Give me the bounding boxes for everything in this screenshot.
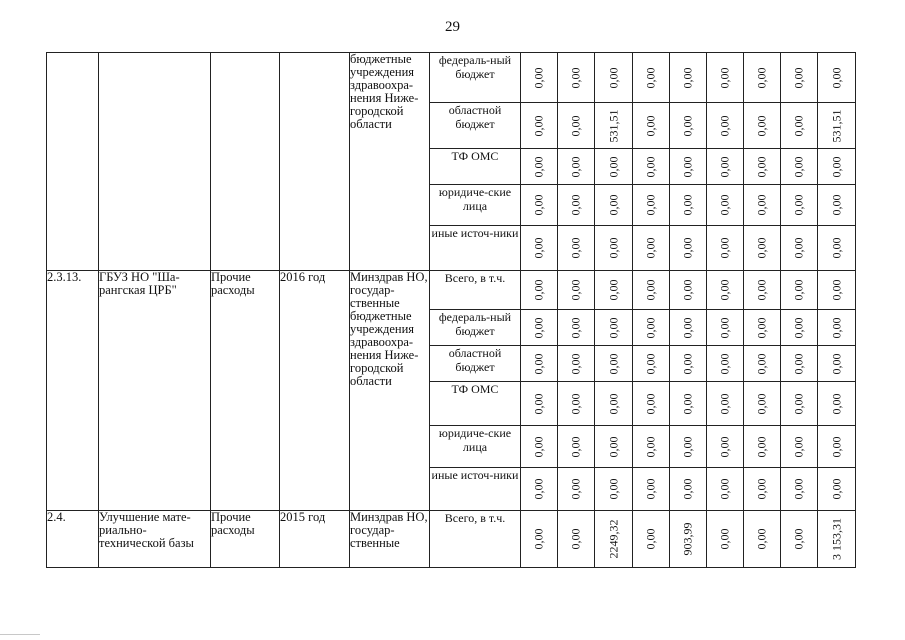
page-number: 29 xyxy=(445,19,460,35)
value-text: 0,00 xyxy=(643,528,658,550)
value-cell xyxy=(707,382,744,426)
value-cell xyxy=(558,382,595,426)
value-cell xyxy=(744,185,781,226)
executor: Минздрав НО, государ-ственные бюджетные учреждения здравоохра-нения Ниже-городской области xyxy=(350,271,430,511)
value-text: 0,00 xyxy=(791,436,806,457)
value-text: 0,00 xyxy=(829,436,843,457)
value-text: 0,00 xyxy=(754,279,769,301)
value-cell xyxy=(595,226,633,271)
value-text: 531,51 xyxy=(606,109,620,142)
value-cell xyxy=(781,382,818,426)
expense-type: Прочие расходы xyxy=(211,511,280,568)
value-cell xyxy=(521,382,558,426)
value-cell xyxy=(707,226,744,271)
value-cell xyxy=(633,185,670,226)
value-text: 0,00 xyxy=(829,237,843,259)
value-cell xyxy=(707,185,744,226)
value-text: 0,00 xyxy=(754,237,769,259)
value-text: 0,00 xyxy=(531,156,546,177)
value-cell xyxy=(633,103,670,149)
funding-source: областной бюджет xyxy=(430,103,521,149)
executor: Минздрав НО, государ-ственные xyxy=(350,511,430,568)
value-cell xyxy=(781,103,818,149)
value-cell xyxy=(744,271,781,310)
value-cell xyxy=(595,103,633,149)
scan-artifact-line xyxy=(0,634,40,635)
value-cell xyxy=(558,468,595,511)
value-cell xyxy=(633,226,670,271)
value-cell xyxy=(707,149,744,185)
value-cell xyxy=(707,271,744,310)
value-text: 0,00 xyxy=(643,279,658,301)
value-text: 0,00 xyxy=(531,353,546,374)
value-text: 0,00 xyxy=(643,393,658,414)
value-cell xyxy=(744,468,781,511)
value-cell xyxy=(558,53,595,103)
value-cell xyxy=(707,53,744,103)
value-cell xyxy=(781,149,818,185)
value-text: 0,00 xyxy=(829,194,843,216)
value-cell xyxy=(818,468,856,511)
value-cell xyxy=(670,103,707,149)
value-cell xyxy=(558,103,595,149)
value-cell xyxy=(670,149,707,185)
value-text: 0,00 xyxy=(717,194,732,216)
value-text: 0,00 xyxy=(568,279,583,301)
value-cell xyxy=(670,271,707,310)
value-text: 0,00 xyxy=(568,478,583,500)
value-cell xyxy=(633,310,670,346)
value-text: 0,00 xyxy=(717,353,732,374)
value-cell xyxy=(558,226,595,271)
value-text: 0,00 xyxy=(643,67,658,88)
value-text: 0,00 xyxy=(531,115,546,136)
value-text: 0,00 xyxy=(717,393,732,414)
value-cell xyxy=(818,226,856,271)
value-text: 0,00 xyxy=(680,478,695,500)
value-cell xyxy=(595,511,633,568)
value-cell xyxy=(818,426,856,468)
funding-source: ТФ ОМС xyxy=(430,382,521,426)
value-text: 0,00 xyxy=(791,317,806,338)
value-cell xyxy=(744,310,781,346)
value-cell xyxy=(707,468,744,511)
value-text: 0,00 xyxy=(680,194,695,216)
value-cell xyxy=(818,53,856,103)
value-cell xyxy=(633,468,670,511)
value-text: 0,00 xyxy=(568,353,583,374)
value-cell xyxy=(818,382,856,426)
value-cell xyxy=(558,185,595,226)
value-cell xyxy=(818,271,856,310)
value-text: 0,00 xyxy=(606,478,620,500)
value-cell xyxy=(670,226,707,271)
value-cell xyxy=(670,511,707,568)
value-text: 0,00 xyxy=(680,317,695,338)
item-name: Улучшение мате-риально-технической базы xyxy=(99,511,211,568)
value-cell xyxy=(558,346,595,382)
value-text: 0,00 xyxy=(606,156,620,177)
value-text: 0,00 xyxy=(643,353,658,374)
item-name: ГБУЗ НО "Ша-рангская ЦРБ" xyxy=(99,271,211,511)
value-text: 0,00 xyxy=(829,156,843,177)
funding-source: федераль-ный бюджет xyxy=(430,310,521,346)
value-text: 0,00 xyxy=(680,279,695,301)
value-text: 0,00 xyxy=(568,393,583,414)
value-text: 0,00 xyxy=(791,528,806,550)
value-text: 0,00 xyxy=(717,115,732,136)
value-text: 0,00 xyxy=(531,194,546,216)
value-text: 0,00 xyxy=(717,279,732,301)
value-cell xyxy=(521,346,558,382)
value-text: 0,00 xyxy=(568,194,583,216)
value-text: 0,00 xyxy=(829,317,843,338)
value-text: 0,00 xyxy=(829,353,843,374)
value-cell xyxy=(781,226,818,271)
value-cell xyxy=(781,185,818,226)
value-text: 0,00 xyxy=(531,237,546,259)
value-text: 0,00 xyxy=(717,67,732,88)
value-cell xyxy=(595,53,633,103)
funding-source: Всего, в т.ч. xyxy=(430,511,521,568)
value-text: 0,00 xyxy=(791,194,806,216)
value-text: 0,00 xyxy=(531,279,546,301)
value-text: 0,00 xyxy=(791,156,806,177)
value-text: 0,00 xyxy=(680,115,695,136)
value-text: 0,00 xyxy=(829,393,843,414)
value-text: 0,00 xyxy=(829,478,843,500)
value-text: 0,00 xyxy=(680,237,695,259)
value-text: 531,51 xyxy=(829,109,843,142)
value-cell xyxy=(633,149,670,185)
value-text: 0,00 xyxy=(717,156,732,177)
item-name xyxy=(99,53,211,271)
value-text: 0,00 xyxy=(568,237,583,259)
value-cell xyxy=(633,346,670,382)
funding-source: юридиче-ские лица xyxy=(430,185,521,226)
year xyxy=(280,53,350,271)
value-cell xyxy=(670,382,707,426)
funding-source: федераль-ный бюджет xyxy=(430,53,521,103)
value-text: 0,00 xyxy=(754,194,769,216)
funding-source: иные источ-ники xyxy=(430,468,521,511)
value-cell xyxy=(670,468,707,511)
value-text: 903,99 xyxy=(680,522,695,556)
value-cell xyxy=(781,346,818,382)
value-cell xyxy=(818,149,856,185)
value-text: 2249,32 xyxy=(606,519,620,559)
value-cell xyxy=(633,53,670,103)
value-cell xyxy=(595,310,633,346)
value-cell xyxy=(781,271,818,310)
value-text: 0,00 xyxy=(754,528,769,550)
value-cell xyxy=(595,468,633,511)
value-cell xyxy=(558,310,595,346)
value-cell xyxy=(781,53,818,103)
value-cell xyxy=(521,426,558,468)
value-cell xyxy=(595,382,633,426)
value-text: 0,00 xyxy=(643,237,658,259)
value-text: 0,00 xyxy=(643,115,658,136)
value-cell xyxy=(521,53,558,103)
value-cell xyxy=(521,149,558,185)
value-cell xyxy=(818,346,856,382)
value-text: 0,00 xyxy=(717,237,732,259)
value-cell xyxy=(818,511,856,568)
year: 2015 год xyxy=(280,511,350,568)
value-cell xyxy=(744,346,781,382)
value-text: 0,00 xyxy=(531,478,546,500)
value-text: 0,00 xyxy=(606,317,620,338)
table-row xyxy=(47,271,856,310)
value-text: 0,00 xyxy=(717,478,732,500)
value-cell xyxy=(595,271,633,310)
funding-source: областной бюджет xyxy=(430,346,521,382)
value-cell xyxy=(707,103,744,149)
value-text: 0,00 xyxy=(531,436,546,457)
value-cell xyxy=(670,426,707,468)
funding-source: юридиче-ские лица xyxy=(430,426,521,468)
value-text: 0,00 xyxy=(791,478,806,500)
value-cell xyxy=(781,310,818,346)
value-cell xyxy=(558,511,595,568)
funding-source: ТФ ОМС xyxy=(430,149,521,185)
value-text: 0,00 xyxy=(791,115,806,136)
value-text: 0,00 xyxy=(791,237,806,259)
value-text: 0,00 xyxy=(643,194,658,216)
value-cell xyxy=(707,310,744,346)
executor: бюджетные учреждения здравоохра-нения Ниже-городской области xyxy=(350,53,430,271)
value-text: 0,00 xyxy=(531,67,546,88)
value-cell xyxy=(670,346,707,382)
value-cell xyxy=(595,426,633,468)
value-cell xyxy=(670,185,707,226)
value-cell xyxy=(744,382,781,426)
item-number: 2.4. xyxy=(47,511,99,568)
year: 2016 год xyxy=(280,271,350,511)
value-text: 0,00 xyxy=(568,156,583,177)
value-text: 0,00 xyxy=(606,237,620,259)
value-text: 0,00 xyxy=(791,67,806,88)
funding-source: иные источ-ники xyxy=(430,226,521,271)
value-text: 0,00 xyxy=(680,156,695,177)
value-text: 0,00 xyxy=(606,353,620,374)
value-cell xyxy=(707,426,744,468)
value-cell xyxy=(818,185,856,226)
value-cell xyxy=(633,271,670,310)
value-cell xyxy=(670,53,707,103)
value-text: 0,00 xyxy=(531,317,546,338)
value-cell xyxy=(595,149,633,185)
value-text: 0,00 xyxy=(754,393,769,414)
value-cell xyxy=(744,226,781,271)
value-text: 0,00 xyxy=(568,67,583,88)
value-text: 0,00 xyxy=(680,67,695,88)
value-cell xyxy=(558,149,595,185)
value-text: 0,00 xyxy=(680,393,695,414)
value-text: 0,00 xyxy=(568,115,583,136)
value-text: 0,00 xyxy=(606,393,620,414)
item-number: 2.3.13. xyxy=(47,271,99,511)
value-cell xyxy=(818,310,856,346)
value-cell xyxy=(521,271,558,310)
item-number xyxy=(47,53,99,271)
value-text: 0,00 xyxy=(829,67,843,88)
value-text: 0,00 xyxy=(568,436,583,457)
value-cell xyxy=(781,426,818,468)
value-cell xyxy=(521,226,558,271)
value-text: 0,00 xyxy=(754,436,769,457)
value-text: 0,00 xyxy=(643,436,658,457)
value-text: 0,00 xyxy=(531,528,546,550)
expense-type: Прочие расходы xyxy=(211,271,280,511)
value-cell xyxy=(558,271,595,310)
value-cell xyxy=(818,103,856,149)
value-cell xyxy=(633,382,670,426)
expense-type xyxy=(211,53,280,271)
value-text: 0,00 xyxy=(717,317,732,338)
value-cell xyxy=(744,426,781,468)
value-text: 0,00 xyxy=(829,279,843,301)
value-cell xyxy=(521,310,558,346)
value-cell xyxy=(781,511,818,568)
value-text: 0,00 xyxy=(606,194,620,216)
value-cell xyxy=(744,53,781,103)
value-text: 0,00 xyxy=(717,436,732,457)
value-cell xyxy=(707,511,744,568)
value-text: 0,00 xyxy=(791,353,806,374)
value-text: 0,00 xyxy=(643,156,658,177)
value-text: 0,00 xyxy=(606,436,620,457)
value-text: 0,00 xyxy=(754,156,769,177)
value-text: 0,00 xyxy=(754,115,769,136)
value-cell xyxy=(781,468,818,511)
value-text: 0,00 xyxy=(717,528,732,550)
value-cell xyxy=(558,426,595,468)
value-text: 0,00 xyxy=(643,478,658,500)
value-text: 0,00 xyxy=(680,436,695,457)
value-text: 0,00 xyxy=(531,393,546,414)
value-cell xyxy=(670,310,707,346)
value-cell xyxy=(595,346,633,382)
value-text: 0,00 xyxy=(791,279,806,301)
table-row xyxy=(47,53,856,103)
value-text: 0,00 xyxy=(606,279,620,301)
value-cell xyxy=(595,185,633,226)
table-row xyxy=(47,511,856,568)
value-text: 0,00 xyxy=(643,317,658,338)
budget-table xyxy=(46,52,856,568)
value-cell xyxy=(707,346,744,382)
value-cell xyxy=(633,511,670,568)
value-cell xyxy=(521,103,558,149)
funding-source: Всего, в т.ч. xyxy=(430,271,521,310)
value-cell xyxy=(744,511,781,568)
value-text: 0,00 xyxy=(680,353,695,374)
value-text: 0,00 xyxy=(568,528,583,550)
value-cell xyxy=(633,426,670,468)
value-cell xyxy=(521,185,558,226)
value-text: 0,00 xyxy=(754,67,769,88)
value-cell xyxy=(744,103,781,149)
value-cell xyxy=(521,511,558,568)
value-text: 0,00 xyxy=(754,478,769,500)
value-text: 0,00 xyxy=(606,67,620,88)
value-text: 0,00 xyxy=(568,317,583,338)
value-text: 0,00 xyxy=(754,353,769,374)
value-text: 3 153,31 xyxy=(829,518,843,560)
value-text: 0,00 xyxy=(791,393,806,414)
value-text: 0,00 xyxy=(754,317,769,338)
value-cell xyxy=(744,149,781,185)
value-cell xyxy=(521,468,558,511)
